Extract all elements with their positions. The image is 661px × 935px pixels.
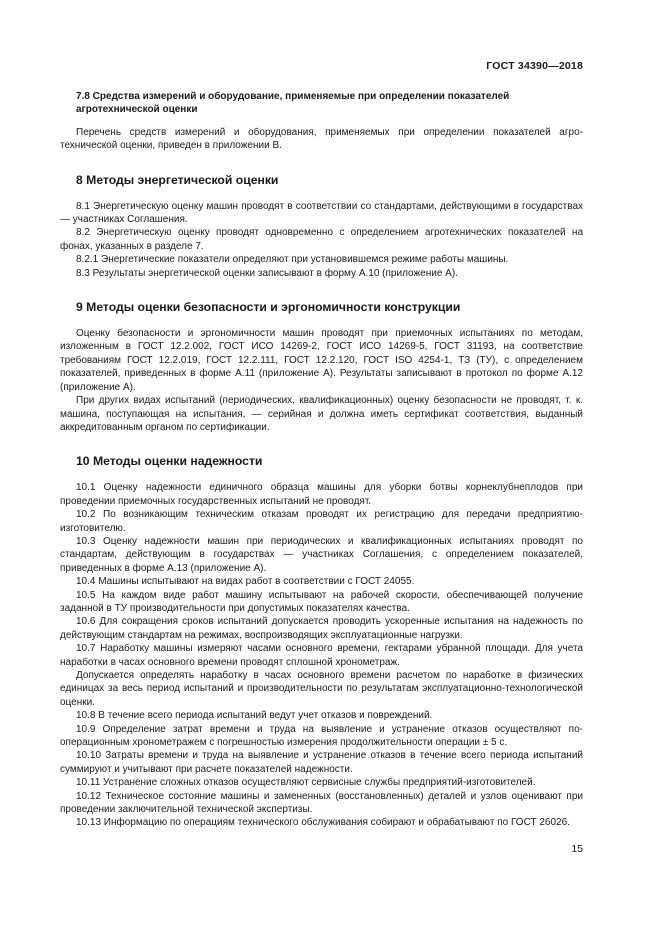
- paragraph: 10.8 В течение всего периода испытаний ведут учет отказов и повреждений.: [76, 710, 433, 722]
- section-title: 9 Методы оценки безопасности и эргономичности конструкции: [76, 300, 461, 315]
- section-9: [60, 300, 583, 434]
- paragraph: 10.10 Затраты времени и труда на выявление и устранение отказов в течение всего периода испытаний суммируют и учитывают при расчете показателей надежности.: [60, 750, 583, 775]
- paragraph: 10.2 По возникающим техническим отказам проводят их регистрацию для передачи предприятию-изготовителю.: [60, 509, 583, 534]
- paragraph: Допускается определять наработку в часах основного времени расчетом по наработке в физических единицах за весь период испытаний и производительности по результатам эксплуатационно-технологической оценки.: [60, 670, 583, 708]
- paragraph: 8.1 Энергетическую оценку машин проводят в соответствии со стандартами, действующими в государствах — участниках Соглашения.: [60, 200, 583, 226]
- paragraph: 10.5 На каждом виде работ машину испытывают на рабочей скорости, обеспечивающей получение заданной в ТУ производительности при допустимых показателях качества.: [60, 589, 583, 614]
- paragraph: Оценку безопасности и эргономичности машин проводят при приемочных испытаниях по методам, изложенным в ГОСТ 12.2.002, ГОСТ ИСО 14269-2, ГОСТ ИСО 14269-5, ГОСТ 31193, на соответствие требованиям ГОСТ 12.2.019, ГОСТ 12.2.111, ГОСТ 12.2.120, ГОСТ ISO 4254-1, ТЗ (ТУ), с определением показателей, приведенных в форме А.11 (приложение А). Результаты записывают в протокол по форме А.12 (приложение А).: [60, 328, 583, 393]
- paragraph: 10.6 Для сокращения сроков испытаний допускается проводить ускоренные испытания на надежность по действующим стандартам на режимах, воспроизводящих эксплуатационные нагрузки.: [60, 616, 583, 641]
- paragraph: 10.13 Информацию по операциям технического обслуживания собирают и обрабатывают по ГОСТ 26026.: [76, 817, 570, 829]
- section-7-8: [60, 90, 583, 153]
- subsection-title: 7.8 Средства измерений и оборудование, применяемые при определении показателей агротехнической оценки: [76, 91, 510, 116]
- paragraph: 10.12 Техническое состояние машины и замененных (восстановленных) деталей и узлов оценивают при проведении заключительной технической экспертизы.: [60, 790, 583, 816]
- paragraph: 10.7 Наработку машины измеряют часами основного времени, гектарами убранной площади. Для учета наработки в часах основного времени проводят сплошной хронометраж.: [60, 643, 583, 668]
- paragraph: 8.2.1 Энергетические показатели определяют при установившемся режиме работы машины.: [76, 254, 509, 266]
- paragraph: 10.4 Машины испытывают на видах работ в соответствии с ГОСТ 24055.: [76, 576, 415, 588]
- section-title: 10 Методы оценки надежности: [76, 454, 263, 469]
- document-code: ГОСТ 34390—2018: [486, 60, 583, 72]
- paragraph: Перечень средств измерений и оборудования, применяемых при определении показателей агротехнической оценки, приведен в приложении В.: [60, 126, 583, 152]
- paragraph: 10.11 Устранение сложных отказов осуществляют сервисные службы предприятий-изготовителей.: [76, 777, 536, 789]
- paragraph: 10.9 Определение затрат времени и труда на выявление и устранение отказов осуществляют пооперационным хронометражем с погрешностью измерения продолжительности операции ± 5 с.: [60, 723, 583, 749]
- paragraph: 10.3 Оценку надежности машин при периодических и квалификационных испытаниях проводят по стандартам, действующим в государствах — участниках Соглашения, с определением показателей, приведенных в форме А.13 (приложение А).: [60, 535, 583, 574]
- page-content: [60, 90, 583, 850]
- page-number: 15: [571, 843, 583, 855]
- paragraph: 8.2 Энергетическую оценку проводят одновременно с определением агротехнических показателей на фонах, указанных в разделе 7.: [60, 227, 583, 252]
- section-10: [60, 454, 583, 830]
- paragraph: 10.1 Оценку надежности единичного образца машины для уборки ботвы корнеклубнеплодов при проведении приемочных государственных испытаний не проводят.: [60, 482, 583, 507]
- section-8: [60, 173, 583, 280]
- paragraph: 8.3 Результаты энергетической оценки записывают в форму А.10 (приложение А).: [76, 267, 458, 279]
- section-title: 8 Методы энергетической оценки: [76, 172, 279, 187]
- paragraph: При других видах испытаний (периодических, квалификационных) оценку безопасности не проводят, т. к. машина, поступающая на испытания, — серийная и должна иметь сертификат соответствия, выданный аккредитованным органом по сертификации.: [60, 395, 583, 433]
